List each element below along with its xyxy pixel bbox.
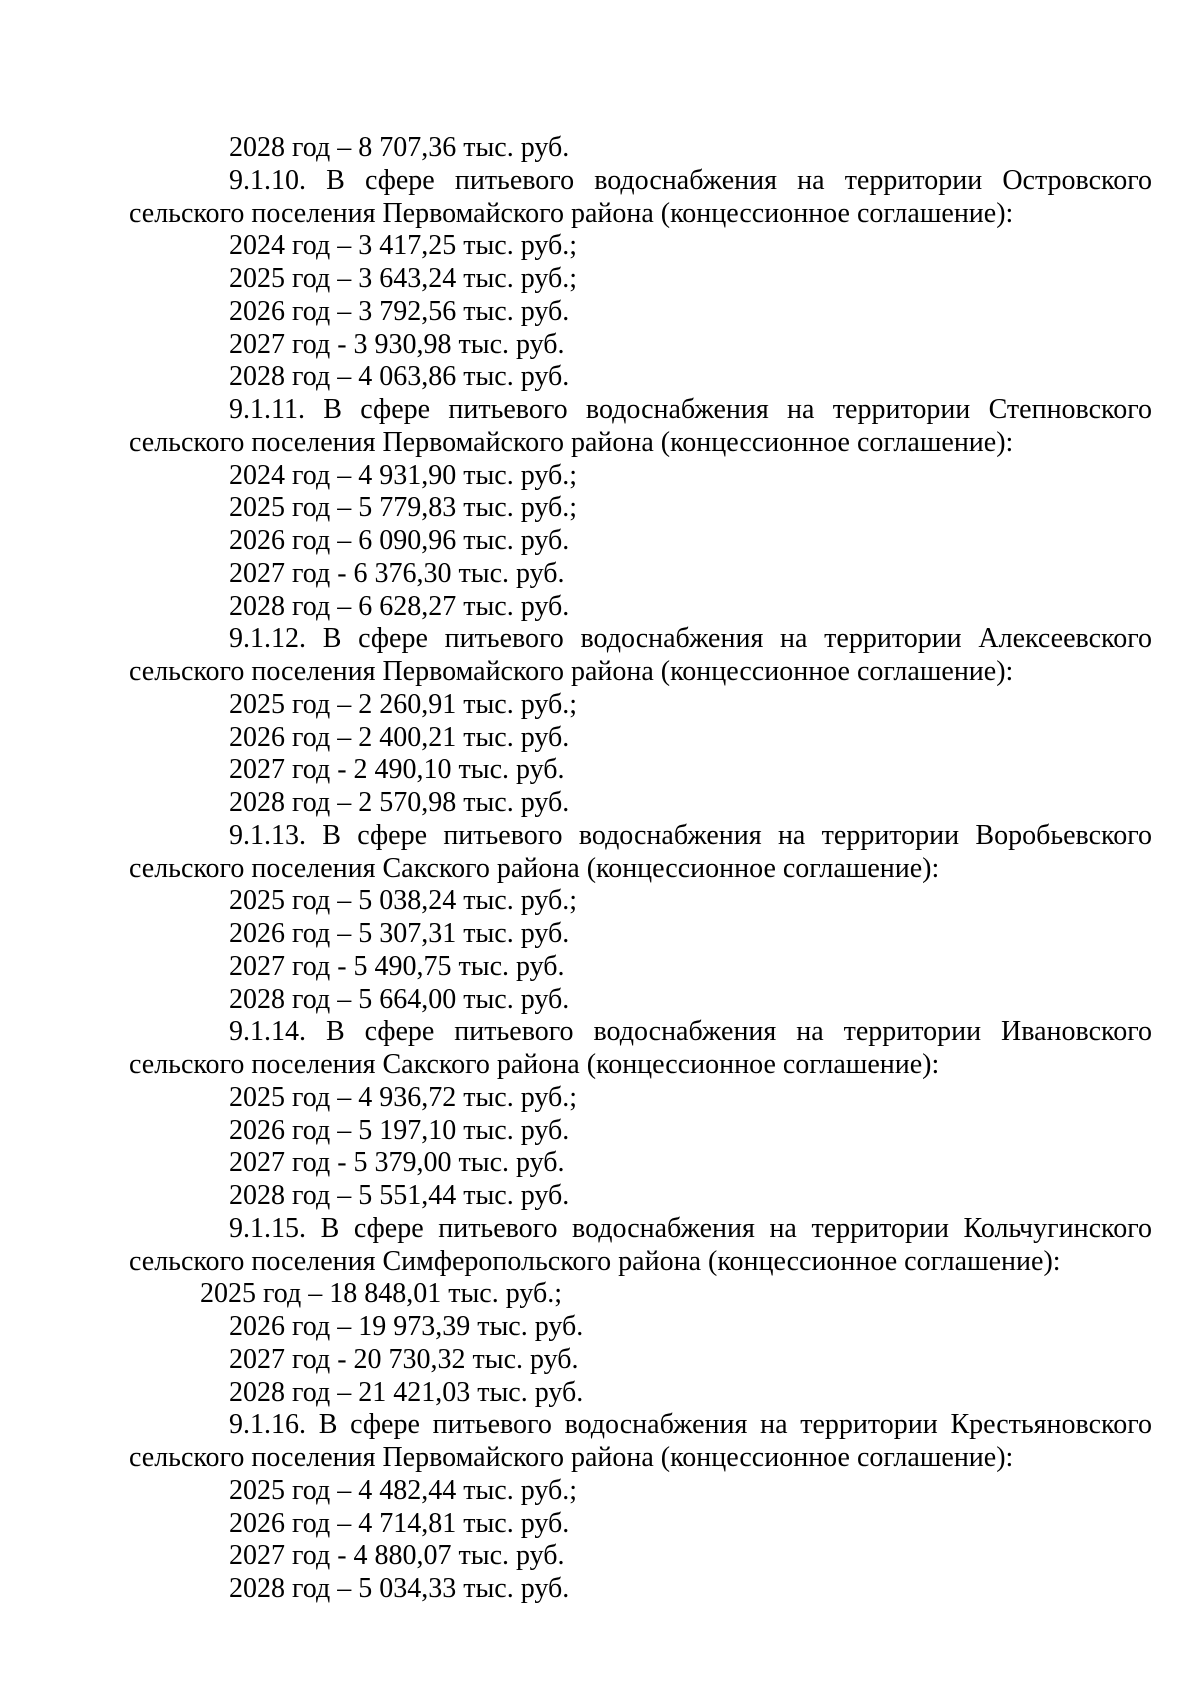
year-line: 2027 год - 4 880,07 тыс. руб. — [229, 1540, 565, 1572]
year-line: 2026 год – 5 197,10 тыс. руб. — [229, 1114, 570, 1146]
section-heading: 9.1.10. В сфере питьевого водоснабжения на территории Островского сельского поселения Первомайского района (концессионное соглашение): — [129, 164, 1152, 229]
section-heading: 9.1.11. В сфере питьевого водоснабжения на территории Степновского сельского поселения Первомайского района (концессионное соглашение): — [129, 394, 1152, 458]
section-9-1-14 — [129, 1016, 1152, 1213]
year-line: 2026 год – 6 090,96 тыс. руб. — [229, 525, 570, 556]
section-9-1-15 — [129, 1213, 1152, 1410]
year-line: 2027 год - 3 930,98 тыс. руб. — [229, 328, 565, 360]
year-line: 2025 год – 18 848,01 тыс. руб.; — [200, 1278, 562, 1310]
section-9-1-11 — [129, 394, 1152, 623]
section-9-1-16 — [129, 1409, 1152, 1606]
section-heading: 9.1.14. В сфере питьевого водоснабжения на территории Ивановского сельского поселения Сакского района (концессионное соглашение): — [129, 1016, 1152, 1080]
year-line: 2025 год – 5 038,24 тыс. руб.; — [229, 885, 577, 917]
year-line: 2026 год – 2 400,21 тыс. руб. — [229, 721, 570, 753]
intro-year-line: 2028 год – 8 707,36 тыс. руб. — [229, 132, 570, 163]
year-line: 2028 год – 5 551,44 тыс. руб. — [229, 1180, 570, 1211]
document-body — [129, 132, 1152, 1606]
year-line: 2028 год – 21 421,03 тыс. руб. — [229, 1376, 584, 1408]
year-line: 2028 год – 5 034,33 тыс. руб. — [229, 1573, 570, 1604]
year-line: 2026 год – 5 307,31 тыс. руб. — [229, 918, 570, 949]
year-line: 2026 год – 19 973,39 тыс. руб. — [229, 1311, 584, 1342]
year-line: 2028 год – 2 570,98 тыс. руб. — [229, 787, 570, 818]
section-heading: 9.1.16. В сфере питьевого водоснабжения на территории Крестьяновского сельского поселения Первомайского района (концессионное соглашение): — [129, 1409, 1152, 1473]
year-line: 2025 год – 2 260,91 тыс. руб.; — [229, 688, 577, 720]
year-line: 2026 год – 3 792,56 тыс. руб. — [229, 295, 570, 327]
year-line: 2027 год - 2 490,10 тыс. руб. — [229, 754, 565, 786]
year-line: 2025 год – 4 482,44 тыс. руб.; — [229, 1474, 577, 1506]
section-9-1-12 — [129, 623, 1152, 820]
year-line: 2025 год – 5 779,83 тыс. руб.; — [229, 492, 577, 524]
year-line: 2027 год - 20 730,32 тыс. руб. — [229, 1343, 579, 1375]
year-line: 2025 год – 3 643,24 тыс. руб.; — [229, 263, 577, 294]
year-line: 2028 год – 6 628,27 тыс. руб. — [229, 590, 570, 622]
year-line: 2024 год – 4 931,90 тыс. руб.; — [229, 459, 577, 491]
year-line: 2028 год – 4 063,86 тыс. руб. — [229, 361, 570, 393]
year-line: 2027 год - 5 490,75 тыс. руб. — [229, 950, 565, 982]
section-9-1-13 — [129, 820, 1152, 1017]
year-line: 2025 год – 4 936,72 тыс. руб.; — [229, 1081, 577, 1113]
section-9-1-10 — [129, 165, 1152, 394]
section-heading: 9.1.15. В сфере питьевого водоснабжения на территории Кольчугинского сельского поселения Симферопольского района (концессионное соглашение): — [129, 1212, 1152, 1277]
section-heading: 9.1.13. В сфере питьевого водоснабжения на территории Воробьевского сельского поселения Сакского района (концессионное соглашение): — [129, 819, 1152, 884]
year-line: 2027 год - 6 376,30 тыс. руб. — [229, 557, 565, 589]
section-heading: 9.1.12. В сфере питьевого водоснабжения на территории Алексеевского сельского поселения Первомайского района (концессионное соглашение): — [129, 623, 1152, 687]
year-line: 2027 год - 5 379,00 тыс. руб. — [229, 1147, 565, 1179]
year-line: 2028 год – 5 664,00 тыс. руб. — [229, 983, 570, 1015]
year-line: 2026 год – 4 714,81 тыс. руб. — [229, 1507, 570, 1539]
year-line: 2024 год – 3 417,25 тыс. руб.; — [229, 230, 577, 262]
